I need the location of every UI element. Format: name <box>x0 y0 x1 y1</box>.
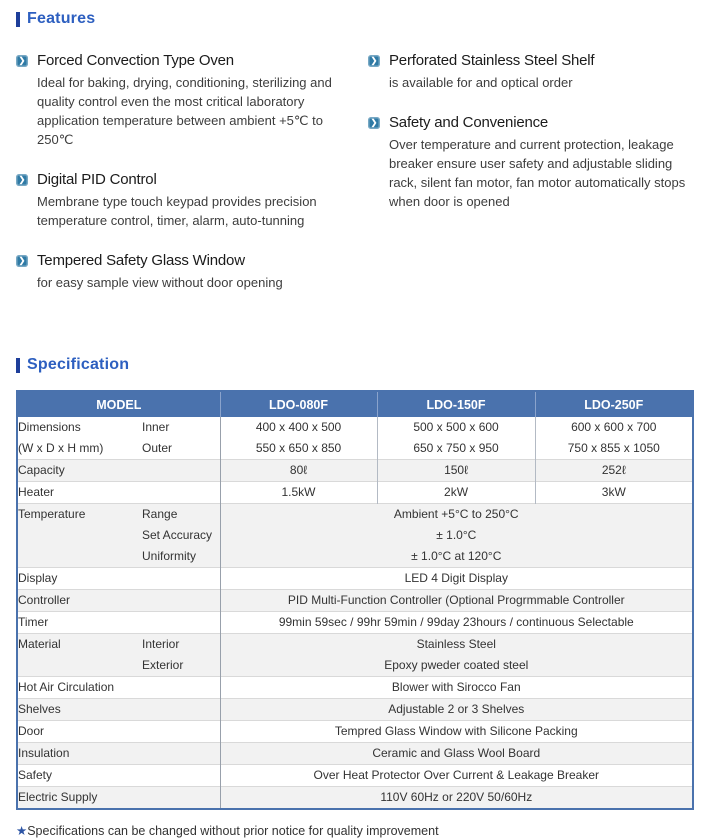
spec-attr-cell: Electric Supply <box>17 787 220 810</box>
spec-row <box>17 699 693 721</box>
model-header-cell: MODEL <box>17 391 220 417</box>
spec-row <box>17 568 693 590</box>
spec-header-row <box>17 391 693 417</box>
feature-item <box>16 52 368 149</box>
feature-head <box>16 252 368 269</box>
feature-item <box>368 114 689 211</box>
feature-item <box>16 171 368 230</box>
spec-attr-cell: Hot Air Circulation <box>17 677 220 699</box>
spec-value-cell: 600 x 600 x 700 <box>535 417 693 438</box>
spec-attr-cell: Door <box>17 721 220 743</box>
model-column-150f: LDO-150F <box>377 391 535 417</box>
feature-item <box>16 252 368 292</box>
spec-sub-cell: Interior <box>142 634 220 656</box>
spec-attr-cell: Heater <box>17 482 220 504</box>
arrow-bullet-icon: ❯ <box>16 174 28 186</box>
feature-description: is available for and optical order <box>389 75 573 90</box>
spec-value-cell: Adjustable 2 or 3 Shelves <box>220 699 693 721</box>
features-grid <box>16 52 689 314</box>
spec-attr-cell: Shelves <box>17 699 220 721</box>
spec-value-cell: Epoxy pweder coated steel <box>220 655 693 677</box>
features-section-title: Features <box>27 10 96 27</box>
feature-description: Over temperature and current protection, leakage breaker ensure user safety and adjustable sliding rack, silent fan motor, fan motor automatically stops when door is opened <box>389 137 686 209</box>
feature-title: Safety and Convenience <box>389 114 549 131</box>
spec-row <box>17 460 693 482</box>
spec-row <box>17 482 693 504</box>
spec-row <box>17 612 693 634</box>
model-column-250f: LDO-250F <box>535 391 693 417</box>
star-icon: ★ <box>16 824 28 838</box>
spec-value-cell: 99min 59sec / 99hr 59min / 99day 23hours / continuous Selectable <box>220 612 693 634</box>
spec-row <box>17 743 693 765</box>
spec-value-cell: 500 x 500 x 600 <box>377 417 535 438</box>
spec-row <box>17 721 693 743</box>
spec-row <box>17 417 693 438</box>
spec-attr-cell: Material <box>17 634 142 677</box>
spec-attr-cell: Controller <box>17 590 220 612</box>
spec-value-cell: Ambient +5°C to 250°C <box>220 504 693 526</box>
specification-table <box>16 390 694 810</box>
spec-value-cell: ± 1.0°C at 120°C <box>220 546 693 568</box>
spec-value-cell: 3kW <box>535 482 693 504</box>
spec-sub-cell: Outer <box>142 441 173 455</box>
spec-value-cell: Stainless Steel <box>220 634 693 656</box>
feature-title: Digital PID Control <box>37 171 157 188</box>
spec-value-cell: Over Heat Protector Over Current & Leakage Breaker <box>220 765 693 787</box>
spec-sub-cell: Uniformity <box>142 546 220 568</box>
specification-section <box>16 356 689 838</box>
spec-row <box>17 590 693 612</box>
feature-head <box>16 171 368 188</box>
feature-head <box>368 114 689 131</box>
spec-attr-cell: Safety <box>17 765 220 787</box>
feature-head <box>16 52 368 69</box>
spec-value-cell: Ceramic and Glass Wool Board <box>220 743 693 765</box>
spec-sub-cell: Range <box>142 504 220 526</box>
feature-head <box>368 52 689 69</box>
arrow-bullet-icon: ❯ <box>368 117 380 129</box>
feature-title: Forced Convection Type Oven <box>37 52 234 69</box>
spec-footnote-text: Specifications can be changed without prior notice for quality improvement <box>27 824 439 838</box>
model-column-080f: LDO-080F <box>220 391 377 417</box>
heading-bar-icon <box>16 12 20 27</box>
arrow-bullet-icon: ❯ <box>368 55 380 67</box>
spec-value-cell: 252ℓ <box>535 460 693 482</box>
spec-value-cell: 1.5kW <box>220 482 377 504</box>
features-column-left <box>16 52 368 314</box>
spec-row <box>17 634 693 656</box>
spec-value-cell: 2kW <box>377 482 535 504</box>
spec-value-cell: 110V 60Hz or 220V 50/60Hz <box>220 787 693 810</box>
spec-sub-cell: Set Accuracy <box>142 525 220 546</box>
spec-attr-cell: Capacity <box>17 460 220 482</box>
spec-row <box>17 787 693 810</box>
feature-title: Tempered Safety Glass Window <box>37 252 245 269</box>
spec-value-cell: 550 x 650 x 850 <box>220 438 377 460</box>
spec-footnote <box>16 823 689 838</box>
feature-title: Perforated Stainless Steel Shelf <box>389 52 595 69</box>
spec-attr-cell: Temperature <box>17 504 142 568</box>
features-column-right <box>368 52 689 314</box>
spec-value-cell: 650 x 750 x 950 <box>377 438 535 460</box>
feature-description: for easy sample view without door opening <box>37 275 283 290</box>
spec-value-cell: 150ℓ <box>377 460 535 482</box>
spec-sub-cell: Exterior <box>142 655 220 677</box>
spec-row <box>17 504 693 526</box>
specification-section-heading <box>16 356 689 374</box>
spec-value-cell: ± 1.0°C <box>220 525 693 546</box>
spec-value-cell: 80ℓ <box>220 460 377 482</box>
feature-description: Membrane type touch keypad provides precision temperature control, timer, alarm, auto-tunning <box>37 194 317 228</box>
feature-description: Ideal for baking, drying, conditioning, sterilizing and quality control even the most critical laboratory application temperature between ambient +5℃ to 250℃ <box>37 75 332 147</box>
spec-value-cell: PID Multi-Function Controller (Optional Progrmmable Controller <box>220 590 693 612</box>
spec-attr-cell: Insulation <box>17 743 220 765</box>
feature-item <box>368 52 689 92</box>
spec-value-cell: 400 x 400 x 500 <box>220 417 377 438</box>
spec-attr-cell: Display <box>17 568 220 590</box>
spec-attr-cell: Timer <box>17 612 220 634</box>
features-section-heading <box>16 10 689 28</box>
spec-value-cell: Blower with Sirocco Fan <box>220 677 693 699</box>
spec-row <box>17 677 693 699</box>
spec-value-cell: LED 4 Digit Display <box>220 568 693 590</box>
spec-value-cell: 750 x 855 x 1050 <box>535 438 693 460</box>
spec-attr-cell: Dimensions (W x D x H mm) <box>18 420 104 455</box>
arrow-bullet-icon: ❯ <box>16 55 28 67</box>
spec-value-cell: Tempred Glass Window with Silicone Packing <box>220 721 693 743</box>
arrow-bullet-icon: ❯ <box>16 255 28 267</box>
specification-section-title: Specification <box>27 356 130 373</box>
spec-sub-cell: Inner <box>142 420 170 434</box>
spec-row <box>17 765 693 787</box>
heading-bar-icon <box>16 358 20 373</box>
